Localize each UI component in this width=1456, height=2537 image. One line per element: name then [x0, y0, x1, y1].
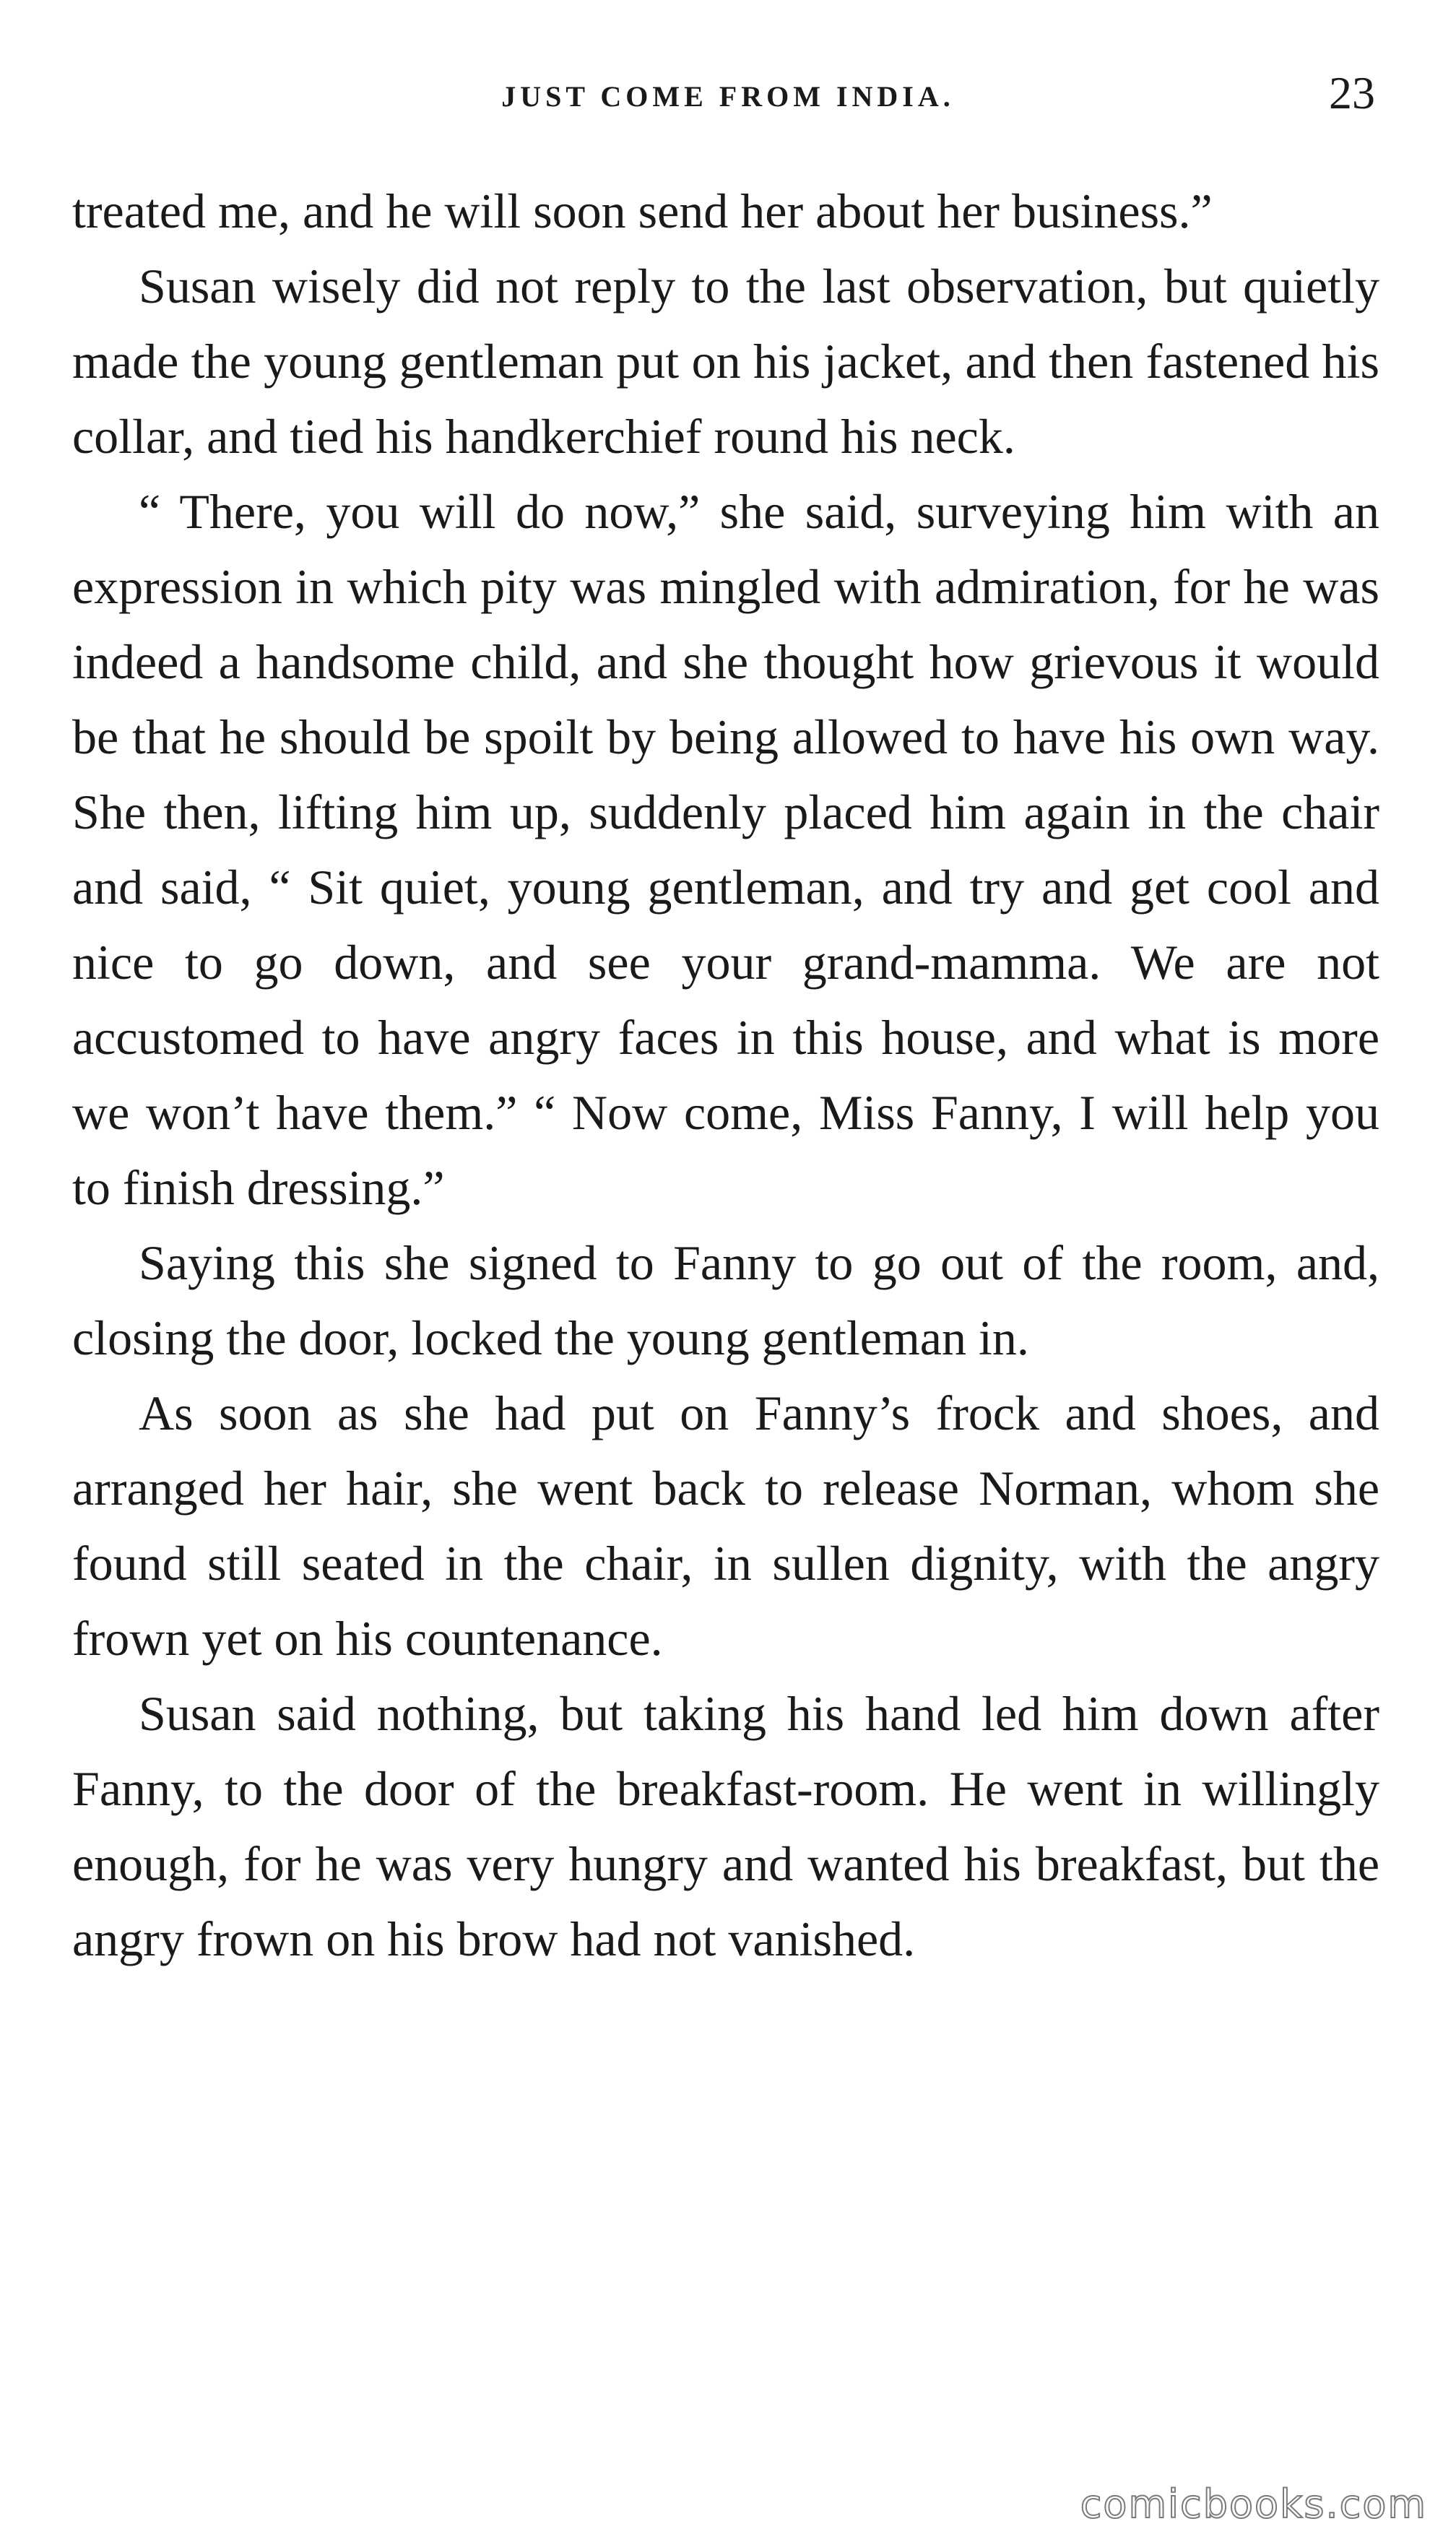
page-number: 23	[1329, 67, 1375, 118]
paragraph: As soon as she had put on Fanny’s frock and shoes, and arranged her hair, she went back to release Norman, whom she found still seated in the chair, in sullen dignity, with the angry frown yet on his countenance.	[72, 1386, 1379, 1666]
paragraph: Saying this she signed to Fanny to go out of the room, and, closing the door, locked the young gentleman in.	[72, 1235, 1379, 1365]
paragraph: Susan said nothing, but taking his hand led him down after Fanny, to the door of the breakfast-room. He went in willingly enough, for he was very hungry and wanted his breakfast, but the angry frown on his brow had not vanished.	[72, 1686, 1379, 1966]
paragraph: Susan wisely did not reply to the last observation, but quietly made the young gentleman put on his jacket, and then fastened his collar, and tied his handkerchief round his neck.	[72, 259, 1379, 464]
running-head	[72, 66, 1384, 131]
running-title: JUST COME FROM INDIA.	[501, 80, 955, 113]
watermark: comicbooks.com	[1080, 2481, 1427, 2527]
body-text	[72, 173, 1379, 1976]
paragraph-continued: treated me, and he will soon send her about her business.”	[72, 183, 1213, 238]
paragraph: “ There, you will do now,” she said, surveying him with an expression in which pity was mingled with admiration, for he was indeed a handsome child, and she thought how grievous it would be that he should be spoilt by being allowed to have his own way. She then, lifting him up, suddenly placed him again in the chair and said, “ Sit quiet, young gentleman, and try and get cool and nice to go down, and see your grand-mamma. We are not accustomed to have angry faces in this house, and what is more we won’t have them.” “ Now come, Miss Fanny, I will help you to finish dressing.”	[72, 484, 1379, 1215]
